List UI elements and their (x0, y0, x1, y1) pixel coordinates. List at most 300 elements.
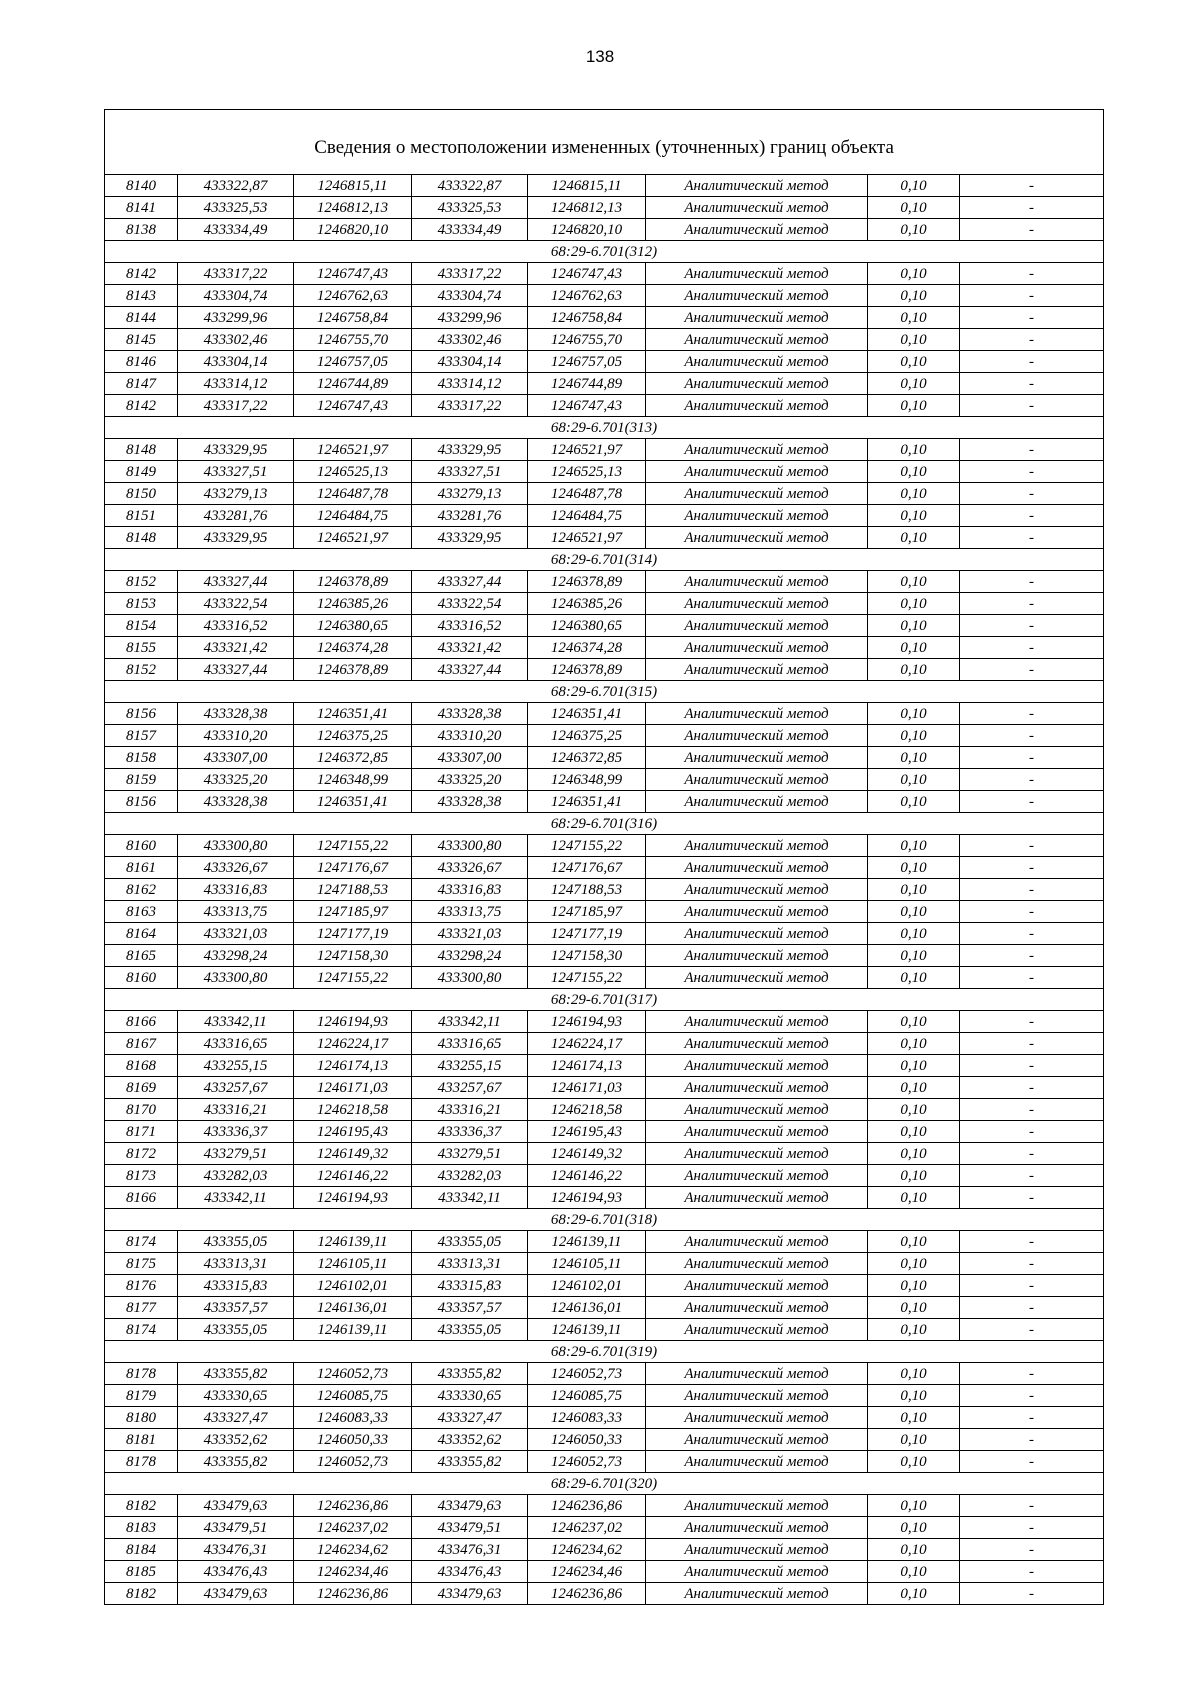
description-cell: - (960, 571, 1104, 593)
x-old-cell: 433302,46 (178, 329, 294, 351)
method-cell: Аналитический метод (646, 285, 868, 307)
x-new-cell: 433479,63 (412, 1583, 528, 1605)
y-new-cell: 1246385,26 (528, 593, 646, 615)
x-new-cell: 433299,96 (412, 307, 528, 329)
section-label: 68:29-6.701(320) (105, 1473, 1104, 1495)
section-label: 68:29-6.701(318) (105, 1209, 1104, 1231)
y-old-cell: 1246136,01 (294, 1297, 412, 1319)
method-cell: Аналитический метод (646, 769, 868, 791)
point-number-cell: 8149 (105, 461, 178, 483)
y-new-cell: 1246378,89 (528, 571, 646, 593)
x-new-cell: 433310,20 (412, 725, 528, 747)
y-new-cell: 1246218,58 (528, 1099, 646, 1121)
point-number-cell: 8152 (105, 571, 178, 593)
y-new-cell: 1247155,22 (528, 835, 646, 857)
y-old-cell: 1246385,26 (294, 593, 412, 615)
description-cell: - (960, 439, 1104, 461)
x-new-cell: 433279,51 (412, 1143, 528, 1165)
point-number-cell: 8176 (105, 1275, 178, 1297)
point-number-cell: 8157 (105, 725, 178, 747)
table-row (105, 1495, 1104, 1517)
accuracy-cell: 0,10 (868, 527, 960, 549)
method-cell: Аналитический метод (646, 527, 868, 549)
description-cell: - (960, 615, 1104, 637)
description-cell: - (960, 1363, 1104, 1385)
y-old-cell: 1247176,67 (294, 857, 412, 879)
table-row (105, 395, 1104, 417)
point-number-cell: 8166 (105, 1187, 178, 1209)
y-new-cell: 1247188,53 (528, 879, 646, 901)
x-new-cell: 433336,37 (412, 1121, 528, 1143)
description-cell: - (960, 593, 1104, 615)
point-number-cell: 8172 (105, 1143, 178, 1165)
method-cell: Аналитический метод (646, 1011, 868, 1033)
method-cell: Аналитический метод (646, 1297, 868, 1319)
accuracy-cell: 0,10 (868, 1253, 960, 1275)
table-row (105, 1297, 1104, 1319)
description-cell: - (960, 835, 1104, 857)
x-old-cell: 433479,63 (178, 1583, 294, 1605)
point-number-cell: 8160 (105, 835, 178, 857)
point-number-cell: 8144 (105, 307, 178, 329)
point-number-cell: 8167 (105, 1033, 178, 1055)
accuracy-cell: 0,10 (868, 1407, 960, 1429)
x-new-cell: 433329,95 (412, 527, 528, 549)
point-number-cell: 8153 (105, 593, 178, 615)
description-cell: - (960, 1121, 1104, 1143)
y-new-cell: 1246747,43 (528, 263, 646, 285)
x-new-cell: 433317,22 (412, 263, 528, 285)
description-cell: - (960, 1495, 1104, 1517)
method-cell: Аналитический метод (646, 747, 868, 769)
accuracy-cell: 0,10 (868, 1363, 960, 1385)
x-old-cell: 433476,43 (178, 1561, 294, 1583)
point-number-cell: 8155 (105, 637, 178, 659)
y-new-cell: 1246139,11 (528, 1319, 646, 1341)
table-row (105, 835, 1104, 857)
point-number-cell: 8164 (105, 923, 178, 945)
x-old-cell: 433321,03 (178, 923, 294, 945)
description-cell: - (960, 1253, 1104, 1275)
x-new-cell: 433302,46 (412, 329, 528, 351)
section-row (105, 681, 1104, 703)
y-new-cell: 1246236,86 (528, 1495, 646, 1517)
accuracy-cell: 0,10 (868, 307, 960, 329)
point-number-cell: 8151 (105, 505, 178, 527)
y-new-cell: 1246521,97 (528, 439, 646, 461)
y-new-cell: 1247158,30 (528, 945, 646, 967)
x-old-cell: 433342,11 (178, 1187, 294, 1209)
y-old-cell: 1246744,89 (294, 373, 412, 395)
y-old-cell: 1246236,86 (294, 1583, 412, 1605)
method-cell: Аналитический метод (646, 1033, 868, 1055)
y-old-cell: 1246351,41 (294, 791, 412, 813)
method-cell: Аналитический метод (646, 1429, 868, 1451)
table-row (105, 1385, 1104, 1407)
section-row (105, 549, 1104, 571)
x-old-cell: 433327,51 (178, 461, 294, 483)
method-cell: Аналитический метод (646, 219, 868, 241)
y-new-cell: 1246815,11 (528, 175, 646, 197)
x-old-cell: 433300,80 (178, 835, 294, 857)
description-cell: - (960, 1561, 1104, 1583)
y-old-cell: 1247188,53 (294, 879, 412, 901)
x-new-cell: 433355,82 (412, 1451, 528, 1473)
y-old-cell: 1246052,73 (294, 1451, 412, 1473)
method-cell: Аналитический метод (646, 1055, 868, 1077)
x-old-cell: 433255,15 (178, 1055, 294, 1077)
point-number-cell: 8173 (105, 1165, 178, 1187)
y-new-cell: 1247155,22 (528, 967, 646, 989)
table-row (105, 1033, 1104, 1055)
x-old-cell: 433329,95 (178, 527, 294, 549)
method-cell: Аналитический метод (646, 1165, 868, 1187)
x-old-cell: 433300,80 (178, 967, 294, 989)
point-number-cell: 8169 (105, 1077, 178, 1099)
x-new-cell: 433357,57 (412, 1297, 528, 1319)
y-old-cell: 1246757,05 (294, 351, 412, 373)
x-old-cell: 433307,00 (178, 747, 294, 769)
y-new-cell: 1246234,46 (528, 1561, 646, 1583)
method-cell: Аналитический метод (646, 373, 868, 395)
y-new-cell: 1246747,43 (528, 395, 646, 417)
accuracy-cell: 0,10 (868, 1561, 960, 1583)
x-new-cell: 433329,95 (412, 439, 528, 461)
accuracy-cell: 0,10 (868, 175, 960, 197)
x-old-cell: 433281,76 (178, 505, 294, 527)
x-old-cell: 433328,38 (178, 791, 294, 813)
x-new-cell: 433322,54 (412, 593, 528, 615)
y-new-cell: 1246136,01 (528, 1297, 646, 1319)
x-old-cell: 433315,83 (178, 1275, 294, 1297)
table-row (105, 1561, 1104, 1583)
method-cell: Аналитический метод (646, 483, 868, 505)
method-cell: Аналитический метод (646, 439, 868, 461)
point-number-cell: 8168 (105, 1055, 178, 1077)
table-row (105, 923, 1104, 945)
table-row (105, 1099, 1104, 1121)
accuracy-cell: 0,10 (868, 1143, 960, 1165)
point-number-cell: 8148 (105, 439, 178, 461)
accuracy-cell: 0,10 (868, 1121, 960, 1143)
description-cell: - (960, 351, 1104, 373)
x-old-cell: 433355,05 (178, 1319, 294, 1341)
method-cell: Аналитический метод (646, 1539, 868, 1561)
method-cell: Аналитический метод (646, 857, 868, 879)
y-old-cell: 1247155,22 (294, 835, 412, 857)
table-row (105, 1121, 1104, 1143)
x-old-cell: 433282,03 (178, 1165, 294, 1187)
y-old-cell: 1246525,13 (294, 461, 412, 483)
description-cell: - (960, 1429, 1104, 1451)
table-row (105, 769, 1104, 791)
description-cell: - (960, 1319, 1104, 1341)
point-number-cell: 8175 (105, 1253, 178, 1275)
accuracy-cell: 0,10 (868, 1429, 960, 1451)
section-row (105, 1341, 1104, 1363)
y-old-cell: 1246747,43 (294, 263, 412, 285)
x-new-cell: 433317,22 (412, 395, 528, 417)
point-number-cell: 8179 (105, 1385, 178, 1407)
y-old-cell: 1246521,97 (294, 439, 412, 461)
y-new-cell: 1246237,02 (528, 1517, 646, 1539)
description-cell: - (960, 791, 1104, 813)
x-old-cell: 433336,37 (178, 1121, 294, 1143)
table-row (105, 527, 1104, 549)
accuracy-cell: 0,10 (868, 857, 960, 879)
description-cell: - (960, 1099, 1104, 1121)
accuracy-cell: 0,10 (868, 1275, 960, 1297)
x-old-cell: 433352,62 (178, 1429, 294, 1451)
description-cell: - (960, 483, 1104, 505)
accuracy-cell: 0,10 (868, 1055, 960, 1077)
description-cell: - (960, 879, 1104, 901)
x-new-cell: 433322,87 (412, 175, 528, 197)
x-old-cell: 433321,42 (178, 637, 294, 659)
table-row (105, 1253, 1104, 1275)
method-cell: Аналитический метод (646, 879, 868, 901)
x-old-cell: 433316,21 (178, 1099, 294, 1121)
description-cell: - (960, 395, 1104, 417)
table-row (105, 1451, 1104, 1473)
description-cell: - (960, 1539, 1104, 1561)
x-old-cell: 433355,05 (178, 1231, 294, 1253)
description-cell: - (960, 219, 1104, 241)
accuracy-cell: 0,10 (868, 659, 960, 681)
description-cell: - (960, 527, 1104, 549)
method-cell: Аналитический метод (646, 1385, 868, 1407)
x-new-cell: 433327,51 (412, 461, 528, 483)
x-new-cell: 433328,38 (412, 703, 528, 725)
point-number-cell: 8140 (105, 175, 178, 197)
accuracy-cell: 0,10 (868, 615, 960, 637)
method-cell: Аналитический метод (646, 835, 868, 857)
y-old-cell: 1246224,17 (294, 1033, 412, 1055)
x-old-cell: 433325,53 (178, 197, 294, 219)
point-number-cell: 8165 (105, 945, 178, 967)
table-title: Сведения о местоположении измененных (уточненных) границ объекта (105, 110, 1104, 175)
method-cell: Аналитический метод (646, 1363, 868, 1385)
x-new-cell: 433313,75 (412, 901, 528, 923)
x-old-cell: 433257,67 (178, 1077, 294, 1099)
x-new-cell: 433304,14 (412, 351, 528, 373)
table-row (105, 791, 1104, 813)
method-cell: Аналитический метод (646, 351, 868, 373)
y-old-cell: 1246758,84 (294, 307, 412, 329)
table-row (105, 659, 1104, 681)
description-cell: - (960, 747, 1104, 769)
table-row (105, 1407, 1104, 1429)
x-old-cell: 433298,24 (178, 945, 294, 967)
table-body (105, 110, 1104, 1605)
method-cell: Аналитический метод (646, 901, 868, 923)
y-old-cell: 1246085,75 (294, 1385, 412, 1407)
y-new-cell: 1246194,93 (528, 1187, 646, 1209)
y-old-cell: 1246139,11 (294, 1231, 412, 1253)
table-row (105, 307, 1104, 329)
y-old-cell: 1246083,33 (294, 1407, 412, 1429)
section-label: 68:29-6.701(314) (105, 549, 1104, 571)
accuracy-cell: 0,10 (868, 1011, 960, 1033)
point-number-cell: 8181 (105, 1429, 178, 1451)
description-cell: - (960, 1275, 1104, 1297)
point-number-cell: 8182 (105, 1495, 178, 1517)
y-old-cell: 1246747,43 (294, 395, 412, 417)
y-new-cell: 1246195,43 (528, 1121, 646, 1143)
y-old-cell: 1246149,32 (294, 1143, 412, 1165)
section-row (105, 989, 1104, 1011)
y-new-cell: 1246758,84 (528, 307, 646, 329)
accuracy-cell: 0,10 (868, 703, 960, 725)
y-new-cell: 1246050,33 (528, 1429, 646, 1451)
method-cell: Аналитический метод (646, 615, 868, 637)
accuracy-cell: 0,10 (868, 945, 960, 967)
point-number-cell: 8183 (105, 1517, 178, 1539)
x-old-cell: 433316,65 (178, 1033, 294, 1055)
x-new-cell: 433327,47 (412, 1407, 528, 1429)
table-row (105, 1319, 1104, 1341)
x-old-cell: 433327,44 (178, 659, 294, 681)
y-old-cell: 1246484,75 (294, 505, 412, 527)
accuracy-cell: 0,10 (868, 395, 960, 417)
y-old-cell: 1246218,58 (294, 1099, 412, 1121)
description-cell: - (960, 285, 1104, 307)
accuracy-cell: 0,10 (868, 637, 960, 659)
x-new-cell: 433316,65 (412, 1033, 528, 1055)
y-new-cell: 1246052,73 (528, 1363, 646, 1385)
x-old-cell: 433316,52 (178, 615, 294, 637)
y-new-cell: 1246525,13 (528, 461, 646, 483)
description-cell: - (960, 923, 1104, 945)
point-number-cell: 8166 (105, 1011, 178, 1033)
method-cell: Аналитический метод (646, 923, 868, 945)
y-old-cell: 1246378,89 (294, 571, 412, 593)
y-new-cell: 1246484,75 (528, 505, 646, 527)
point-number-cell: 8163 (105, 901, 178, 923)
y-old-cell: 1246194,93 (294, 1187, 412, 1209)
y-old-cell: 1246050,33 (294, 1429, 412, 1451)
point-number-cell: 8184 (105, 1539, 178, 1561)
section-row (105, 417, 1104, 439)
y-old-cell: 1247185,97 (294, 901, 412, 923)
method-cell: Аналитический метод (646, 1077, 868, 1099)
method-cell: Аналитический метод (646, 263, 868, 285)
x-old-cell: 433279,13 (178, 483, 294, 505)
method-cell: Аналитический метод (646, 637, 868, 659)
accuracy-cell: 0,10 (868, 1297, 960, 1319)
description-cell: - (960, 197, 1104, 219)
y-old-cell: 1246380,65 (294, 615, 412, 637)
x-new-cell: 433315,83 (412, 1275, 528, 1297)
y-old-cell: 1246348,99 (294, 769, 412, 791)
x-old-cell: 433342,11 (178, 1011, 294, 1033)
x-new-cell: 433279,13 (412, 483, 528, 505)
table-row (105, 1539, 1104, 1561)
table-row (105, 1231, 1104, 1253)
table-row (105, 703, 1104, 725)
table-row (105, 439, 1104, 461)
x-new-cell: 433304,74 (412, 285, 528, 307)
y-old-cell: 1246171,03 (294, 1077, 412, 1099)
table-row (105, 505, 1104, 527)
description-cell: - (960, 725, 1104, 747)
accuracy-cell: 0,10 (868, 1231, 960, 1253)
x-new-cell: 433282,03 (412, 1165, 528, 1187)
accuracy-cell: 0,10 (868, 1451, 960, 1473)
x-new-cell: 433352,62 (412, 1429, 528, 1451)
x-old-cell: 433479,51 (178, 1517, 294, 1539)
accuracy-cell: 0,10 (868, 1187, 960, 1209)
section-label: 68:29-6.701(317) (105, 989, 1104, 1011)
method-cell: Аналитический метод (646, 1495, 868, 1517)
accuracy-cell: 0,10 (868, 1099, 960, 1121)
point-number-cell: 8150 (105, 483, 178, 505)
point-number-cell: 8161 (105, 857, 178, 879)
y-new-cell: 1246521,97 (528, 527, 646, 549)
x-old-cell: 433299,96 (178, 307, 294, 329)
y-new-cell: 1246348,99 (528, 769, 646, 791)
x-new-cell: 433325,20 (412, 769, 528, 791)
y-old-cell: 1246052,73 (294, 1363, 412, 1385)
point-number-cell: 8145 (105, 329, 178, 351)
x-new-cell: 433327,44 (412, 571, 528, 593)
accuracy-cell: 0,10 (868, 725, 960, 747)
method-cell: Аналитический метод (646, 571, 868, 593)
description-cell: - (960, 1011, 1104, 1033)
description-cell: - (960, 659, 1104, 681)
table-row (105, 879, 1104, 901)
point-number-cell: 8177 (105, 1297, 178, 1319)
accuracy-cell: 0,10 (868, 373, 960, 395)
accuracy-cell: 0,10 (868, 747, 960, 769)
method-cell: Аналитический метод (646, 461, 868, 483)
y-old-cell: 1246487,78 (294, 483, 412, 505)
x-new-cell: 433342,11 (412, 1011, 528, 1033)
y-new-cell: 1246224,17 (528, 1033, 646, 1055)
y-old-cell: 1246815,11 (294, 175, 412, 197)
method-cell: Аналитический метод (646, 659, 868, 681)
point-number-cell: 8178 (105, 1363, 178, 1385)
point-number-cell: 8171 (105, 1121, 178, 1143)
description-cell: - (960, 1517, 1104, 1539)
x-old-cell: 433329,95 (178, 439, 294, 461)
y-new-cell: 1246762,63 (528, 285, 646, 307)
y-old-cell: 1246102,01 (294, 1275, 412, 1297)
point-number-cell: 8182 (105, 1583, 178, 1605)
description-cell: - (960, 307, 1104, 329)
point-number-cell: 8146 (105, 351, 178, 373)
point-number-cell: 8174 (105, 1231, 178, 1253)
method-cell: Аналитический метод (646, 1143, 868, 1165)
accuracy-cell: 0,10 (868, 439, 960, 461)
x-old-cell: 433355,82 (178, 1363, 294, 1385)
table-row (105, 1583, 1104, 1605)
x-new-cell: 433342,11 (412, 1187, 528, 1209)
table-row (105, 219, 1104, 241)
description-cell: - (960, 175, 1104, 197)
x-old-cell: 433355,82 (178, 1451, 294, 1473)
x-old-cell: 433313,31 (178, 1253, 294, 1275)
method-cell: Аналитический метод (646, 307, 868, 329)
description-cell: - (960, 945, 1104, 967)
table-row (105, 263, 1104, 285)
y-old-cell: 1246521,97 (294, 527, 412, 549)
point-number-cell: 8152 (105, 659, 178, 681)
method-cell: Аналитический метод (646, 1407, 868, 1429)
x-new-cell: 433313,31 (412, 1253, 528, 1275)
y-old-cell: 1246236,86 (294, 1495, 412, 1517)
description-cell: - (960, 329, 1104, 351)
